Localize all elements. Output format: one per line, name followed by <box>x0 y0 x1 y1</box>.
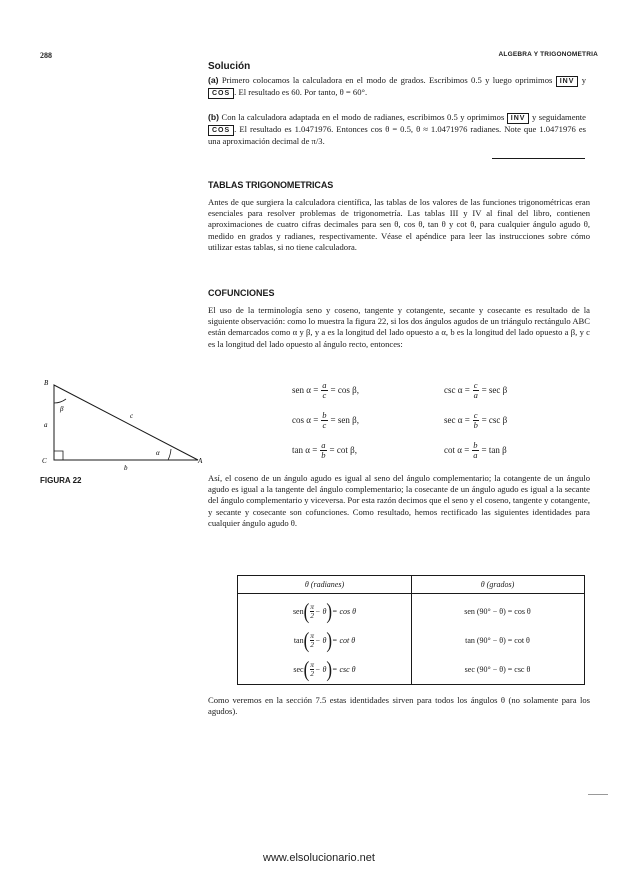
part-a-label: (a) <box>208 75 219 85</box>
formula-left-num: b <box>322 409 327 420</box>
identities-table <box>237 575 585 685</box>
row-degrees: sec (90° − θ) = csc θ <box>464 664 531 674</box>
formula-right-num: b <box>473 439 478 450</box>
formula-right-num: c <box>473 379 478 390</box>
row-fn: sec <box>293 664 304 674</box>
page-number: 288 <box>40 51 52 60</box>
row-two: 2 <box>310 668 315 678</box>
formula-left-res: = sen β, <box>330 415 359 425</box>
table-row: tan ( $\frac{\pi}{2}$ − θ ) = cot θ tan (90° − θ) = cot θ <box>293 627 530 653</box>
row-pi: π <box>310 659 315 669</box>
solution-part-a <box>208 75 586 99</box>
part-a-text-2: . El resultado es 60. Por tanto, θ = 60°. <box>234 87 368 97</box>
formula-right-fn: sec α = <box>444 415 470 425</box>
section-divider <box>492 158 585 159</box>
formula-right-den: b <box>473 419 478 430</box>
row-two: 2 <box>310 639 315 649</box>
row-result: = cos θ <box>332 606 357 616</box>
cofunciones-heading: COFUNCIONES <box>208 288 275 298</box>
part-a-text-y: y <box>581 75 586 85</box>
side-c-label: c <box>130 412 134 420</box>
vertex-c-label: C <box>42 457 47 465</box>
formula-left-num: a <box>321 439 326 450</box>
part-a-text-1: Primero colocamos la calculadora en el modo de grados. Escribimos 0.5 y luego oprimimos <box>221 75 553 85</box>
row-minus: − θ <box>315 606 327 616</box>
row-degrees: tan (90° − θ) = cot θ <box>465 635 530 645</box>
formula-row <box>292 405 507 435</box>
footer-url[interactable]: www.elsolucionario.net <box>263 852 375 864</box>
right-triangle-figure <box>38 375 208 475</box>
formula-left-den: b <box>321 449 326 460</box>
col-degrees-header: θ (grados) <box>480 580 515 589</box>
formula-right-num: c <box>473 409 478 420</box>
table-row: sen ( $\frac{\pi}{2}$ − θ ) = cos θ sen (90° − θ) = cos θ <box>292 598 531 624</box>
formula-right-fn: csc α = <box>444 385 470 395</box>
tablas-body: Antes de que surgiera la calculadora científica, las tablas de los valores de las funciones trigonométricas eran esenciales para resolver problemas de trigonometría. Las tablas III y IV al final del libro, contienen aproximaciones de cuatro cifras decimales para sen θ, cos θ, tan θ y cot θ, para cualquier ángulo agudo θ, medido en grados y radianes, respectivamente. Véase el apéndice para leer las instrucciones sobre cómo utilizar estas tablas, si no tiene calculadora. <box>208 197 590 252</box>
inv-key: INV <box>556 76 579 87</box>
solution-part-b <box>208 112 586 147</box>
row-pi: π <box>310 601 315 611</box>
row-fn: sen <box>292 606 304 616</box>
formula-left-fn: cos α = <box>292 415 319 425</box>
figure-caption: FIGURA 22 <box>40 476 82 485</box>
cos-key-b: COS <box>208 125 234 136</box>
row-result: = csc θ <box>332 664 356 674</box>
row-two: 2 <box>310 610 315 620</box>
formula-right-den: a <box>473 389 478 400</box>
row-degrees: sen (90° − θ) = cos θ <box>464 606 531 616</box>
formula-left-fn: sen α = <box>292 385 319 395</box>
row-minus: − θ <box>315 635 327 645</box>
formula-right-res: = sec β <box>481 385 508 395</box>
cofunciones-conclusion: Así, el coseno de un ángulo agudo es igual al seno del ángulo complementario; la cotangente de un ángulo agudo es igual a la tangente del ángulo complementario; la cosecante de un ángulo agudo es igual a la secante del ángulo complementario y viceversa. Por esta razón decimos que el seno y el coseno, tangente y cotangente, y secante y cosecante son cofunciones. Como resultado, hemos rectificado las siguientes identidades para cualquier ángulo agudo θ. <box>208 473 590 528</box>
side-a-label: a <box>44 421 48 429</box>
vertex-a-label: A <box>198 457 203 465</box>
cofunction-formulas <box>292 375 507 465</box>
angle-alpha-label: α <box>156 449 160 457</box>
side-b-label: b <box>124 464 128 472</box>
final-note: Como veremos en la sección 7.5 estas identidades sirven para todos los ángulos θ (no solamente para los agudos). <box>208 695 590 717</box>
formula-left-res: = cos β, <box>330 385 359 395</box>
formula-left-den: c <box>322 389 327 400</box>
formula-row <box>292 375 507 405</box>
tablas-heading: TABLAS TRIGONOMETRICAS <box>208 180 334 190</box>
running-title: ALGEBRA Y TRIGONOMETRIA <box>498 51 598 58</box>
formula-row <box>292 435 507 465</box>
formula-left-fn: tan α = <box>292 445 318 455</box>
formula-left-num: a <box>322 379 327 390</box>
formula-right-fn: cot α = <box>444 445 470 455</box>
part-b-text-1: Con la calculadora adaptada en el modo de radianes, escribimos 0.5 y oprimimos <box>221 112 505 122</box>
scan-mark <box>588 794 608 795</box>
solution-title: Solución <box>208 61 251 72</box>
table-row: sec ( $\frac{\pi}{2}$ − θ ) = csc θ sec (90° − θ) = csc θ <box>293 656 531 682</box>
part-b-label: (b) <box>208 112 219 122</box>
row-pi: π <box>310 630 315 640</box>
formula-left-res: = cot β, <box>329 445 357 455</box>
formula-right-den: a <box>473 449 478 460</box>
formula-left-den: c <box>322 419 327 430</box>
formula-right-res: = tan β <box>481 445 507 455</box>
cofunciones-body: El uso de la terminología seno y coseno, tangente y cotangente, secante y cosecante es resultado de la siguiente observación: como lo muestra la figura 22, si los dos ángulos agudos de un triángulo rectángulo ABC están demarcados como α y β, y a es la longitud del lado opuesto a α, b es la longitud del lado opuesto a β, y c es la longitud del lado opuesto al ángulo recto, entonces: <box>208 305 590 349</box>
angle-beta-label: β <box>60 405 64 413</box>
cos-key: COS <box>208 88 234 99</box>
part-b-text-2: . El resultado es 1.0471976. Entonces cos θ = 0.5, θ ≈ 1.0471976 radianes. Note que 1.0471976 es una aproximación decimal de π/3. <box>208 124 586 146</box>
col-radians-header: θ (radianes) <box>304 580 345 589</box>
row-result: = cot θ <box>332 635 356 645</box>
formula-right-res: = csc β <box>481 415 508 425</box>
part-b-text-y: y seguidamente <box>531 112 587 122</box>
row-fn: tan <box>293 635 304 645</box>
inv-key-b: INV <box>507 113 530 124</box>
row-minus: − θ <box>315 664 327 674</box>
vertex-b-label: B <box>44 379 49 387</box>
